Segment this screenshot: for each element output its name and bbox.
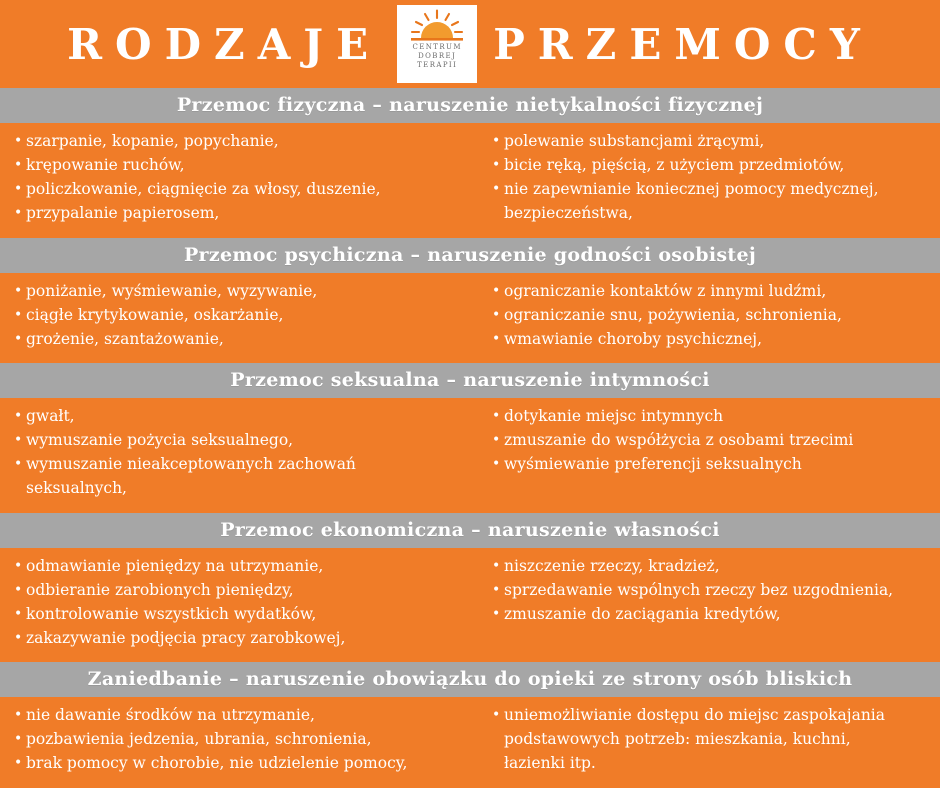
list-item: • nie dawanie środków na utrzymanie,	[14, 704, 460, 727]
list-seksualna-right	[492, 405, 930, 476]
section-heading-ekonomiczna: Przemoc ekonomiczna – naruszenie własności	[0, 513, 940, 548]
list-item: • gwałt,	[14, 405, 460, 428]
list-item: • grożenie, szantażowanie,	[14, 328, 460, 351]
section-heading-fizyczna: Przemoc fizyczna – naruszenie nietykalności fizycznej	[0, 88, 940, 123]
logo-text-line1: CENTRUM	[412, 43, 462, 51]
list-item: • poniżanie, wyśmiewanie, wyzywanie,	[14, 280, 460, 303]
list-item: • niszczenie rzeczy, kradzież,	[492, 555, 930, 578]
column-right	[470, 704, 940, 781]
section-body-zaniedbanie	[0, 697, 940, 788]
list-item: • zakazywanie podjęcia pracy zarobkowej,	[14, 627, 460, 650]
list-item: • pozbawienia jedzenia, ubrania, schronienia,	[14, 728, 460, 751]
sunrise-icon	[409, 9, 465, 43]
page-title-left: RODZAJE	[67, 19, 382, 69]
list-fizyczna-right	[492, 130, 930, 225]
section-heading-psychiczna: Przemoc psychiczna – naruszenie godności osobistej	[0, 238, 940, 273]
column-left	[0, 704, 470, 781]
list-item: • kontrolowanie wszystkich wydatków,	[14, 603, 460, 626]
column-right	[470, 280, 940, 357]
list-zaniedbanie-right	[492, 704, 930, 775]
column-right	[470, 405, 940, 506]
list-zaniedbanie-left	[14, 704, 460, 775]
column-left	[0, 555, 470, 656]
column-left	[0, 405, 470, 506]
logo-text-line2: DOBREJ	[418, 52, 457, 60]
list-item: • bicie ręką, pięścią, z użyciem przedmiotów,	[492, 154, 930, 177]
section-body-ekonomiczna	[0, 548, 940, 663]
list-item-continuation: podstawowych potrzeb: mieszkania, kuchni,	[504, 730, 851, 749]
list-item: • odmawianie pieniędzy na utrzymanie,	[14, 555, 460, 578]
column-right	[470, 130, 940, 231]
list-item: • wyśmiewanie preferencji seksualnych	[492, 453, 930, 476]
list-item: • brak pomocy w chorobie, nie udzielenie pomocy,	[14, 752, 460, 775]
list-fizyczna-left	[14, 130, 460, 225]
list-item: • przypalanie papierosem,	[14, 202, 460, 225]
list-item: • ograniczanie kontaktów z innymi ludźmi,	[492, 280, 930, 303]
list-psychiczna-right	[492, 280, 930, 351]
list-seksualna-left	[14, 405, 460, 500]
logo-text-line3: TERAPII	[417, 61, 458, 69]
list-item: • ograniczanie snu, pożywienia, schronienia,	[492, 304, 930, 327]
column-left	[0, 130, 470, 231]
section-heading-seksualna: Przemoc seksualna – naruszenie intymności	[0, 363, 940, 398]
list-item: • ciągłe krytykowanie, oskarżanie,	[14, 304, 460, 327]
list-item: • zmuszanie do współżycia z osobami trzecimi	[492, 429, 930, 452]
poster-header	[0, 0, 940, 88]
list-item: • polewanie substancjami żrącymi,	[492, 130, 930, 153]
list-psychiczna-left	[14, 280, 460, 351]
list-item: • uniemożliwianie dostępu do miejsc zaspokajania	[492, 704, 930, 727]
section-heading-zaniedbanie: Zaniedbanie – naruszenie obowiązku do opieki ze strony osób bliskich	[0, 662, 940, 697]
list-item: • wymuszanie nieakceptowanych zachowań	[14, 453, 460, 476]
list-item: • wmawianie choroby psychicznej,	[492, 328, 930, 351]
list-item-continuation: bezpieczeństwa,	[504, 204, 633, 222]
list-item: • wymuszanie pożycia seksualnego,	[14, 429, 460, 452]
section-body-fizyczna	[0, 123, 940, 238]
list-item: • sprzedawanie wspólnych rzeczy bez uzgodnienia,	[492, 579, 930, 602]
section-body-seksualna	[0, 398, 940, 513]
section-body-psychiczna	[0, 273, 940, 364]
list-item: • dotykanie miejsc intymnych	[492, 405, 930, 428]
list-ekonomiczna-right	[492, 555, 930, 626]
list-item-continuation: łazienki itp.	[504, 754, 596, 773]
list-item: • odbieranie zarobionych pieniędzy,	[14, 579, 460, 602]
logo	[397, 5, 477, 83]
column-right	[470, 555, 940, 656]
list-ekonomiczna-left	[14, 555, 460, 650]
list-item: • szarpanie, kopanie, popychanie,	[14, 130, 460, 153]
list-item: • krępowanie ruchów,	[14, 154, 460, 177]
page-title-right: PRZEMOCY	[493, 19, 873, 69]
list-item-continuation: seksualnych,	[26, 479, 127, 498]
list-item: • nie zapewnianie koniecznej pomocy medycznej,	[492, 178, 930, 201]
column-left	[0, 280, 470, 357]
list-item: • policzkowanie, ciągnięcie za włosy, duszenie,	[14, 178, 460, 201]
list-item: • zmuszanie do zaciągania kredytów,	[492, 603, 930, 626]
